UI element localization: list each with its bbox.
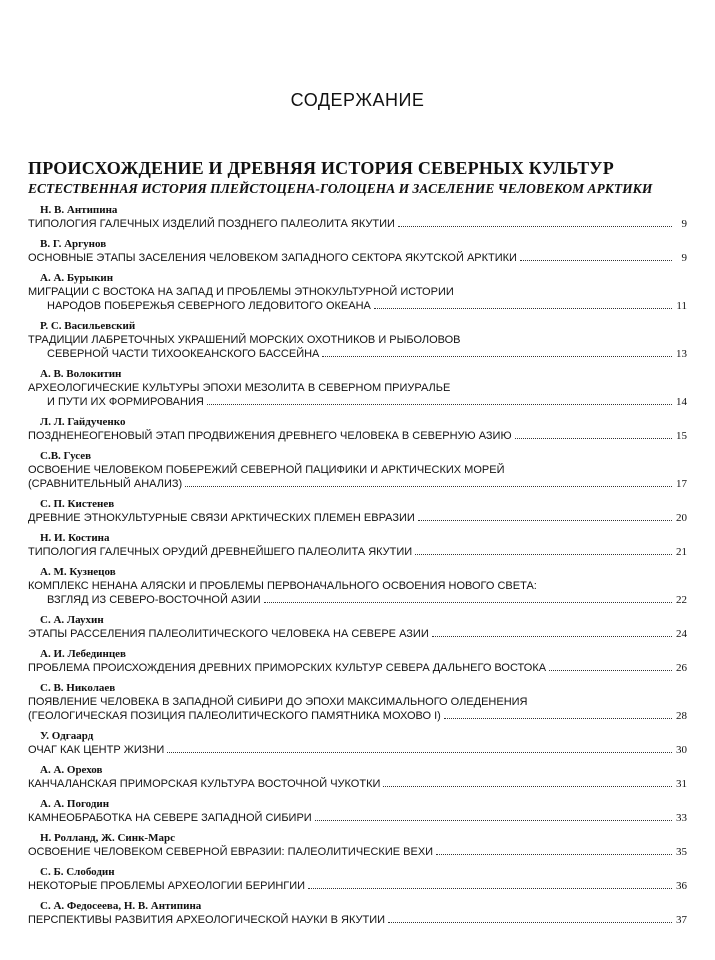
entry-title: СЕВЕРНОЙ ЧАСТИ ТИХООКЕАНСКОГО БАССЕЙНА bbox=[47, 348, 320, 360]
toc-entry bbox=[28, 415, 687, 449]
toc-entry bbox=[28, 899, 687, 927]
page-number: 21 bbox=[676, 546, 687, 558]
entry-title: (СРАВНИТЕЛЬНЫЙ АНАЛИЗ) bbox=[28, 478, 183, 490]
dot-leader bbox=[374, 308, 672, 309]
entry-title: ЭТАПЫ РАССЕЛЕНИЯ ПАЛЕОЛИТИЧЕСКОГО ЧЕЛОВЕКА НА СЕВЕРЕ АЗИИ bbox=[28, 628, 429, 640]
toc-entry bbox=[28, 681, 687, 729]
entry-title: ВЗГЛЯД ИЗ СЕВЕРО-ВОСТОЧНОЙ АЗИИ bbox=[47, 594, 261, 606]
entry-title: ОСНОВНЫЕ ЭТАПЫ ЗАСЕЛЕНИЯ ЧЕЛОВЕКОМ ЗАПАДНОГО СЕКТОРА ЯКУТСКОЙ АРКТИКИ bbox=[28, 252, 517, 264]
entry-author: Р. С. Васильевский bbox=[40, 320, 136, 332]
entry-author: Л. Л. Гайдученко bbox=[40, 416, 126, 428]
entry-author: А. А. Орехов bbox=[40, 764, 103, 776]
toc-entry bbox=[28, 531, 687, 565]
toc-entry bbox=[28, 203, 687, 237]
dot-leader bbox=[308, 888, 672, 889]
page-number: 22 bbox=[676, 594, 687, 606]
page-number: 14 bbox=[676, 396, 687, 408]
dot-leader bbox=[549, 670, 672, 671]
page-number: 33 bbox=[676, 812, 687, 824]
page-number: 37 bbox=[676, 914, 687, 926]
dot-leader bbox=[444, 718, 672, 719]
toc-entry bbox=[28, 831, 687, 865]
entry-author: А. В. Волокитин bbox=[40, 368, 122, 380]
dot-leader bbox=[432, 636, 672, 637]
entry-author: А. М. Кузнецов bbox=[40, 566, 116, 578]
toc-title: СОДЕРЖАНИЕ bbox=[290, 90, 425, 110]
toc-entry bbox=[28, 865, 687, 899]
toc-entry bbox=[28, 647, 687, 681]
entry-title: ОЧАГ КАК ЦЕНТР ЖИЗНИ bbox=[28, 744, 165, 756]
toc-entry bbox=[28, 565, 687, 613]
toc-entry bbox=[28, 763, 687, 797]
entry-author: А. А. Бурыкин bbox=[40, 272, 114, 284]
dot-leader bbox=[520, 260, 672, 261]
page-number: 9 bbox=[681, 252, 687, 264]
page-number: 9 bbox=[681, 218, 687, 230]
entry-title: ПРОБЛЕМА ПРОИСХОЖДЕНИЯ ДРЕВНИХ ПРИМОРСКИХ КУЛЬТУР СЕВЕРА ДАЛЬНЕГО ВОСТОКА bbox=[28, 662, 547, 674]
entry-title: КАНЧАЛАНСКАЯ ПРИМОРСКАЯ КУЛЬТУРА ВОСТОЧНОЙ ЧУКОТКИ bbox=[28, 778, 381, 790]
entry-author: С. А. Федосеева, Н. В. Антипина bbox=[40, 900, 202, 912]
entry-title: И ПУТИ ИХ ФОРМИРОВАНИЯ bbox=[47, 396, 204, 408]
entry-title: ПЕРСПЕКТИВЫ РАЗВИТИЯ АРХЕОЛОГИЧЕСКОЙ НАУКИ В ЯКУТИИ bbox=[28, 914, 386, 926]
dot-leader bbox=[185, 486, 672, 487]
page-number: 20 bbox=[676, 512, 687, 524]
dot-leader bbox=[207, 404, 672, 405]
entry-title: ТРАДИЦИИ ЛАБРЕТОЧНЫХ УКРАШЕНИЙ МОРСКИХ ОХОТНИКОВ И РЫБОЛОВОВ bbox=[28, 334, 461, 346]
dot-leader bbox=[415, 554, 672, 555]
page-number: 24 bbox=[676, 628, 687, 640]
subsection-title: ЕСТЕСТВЕННАЯ ИСТОРИЯ ПЛЕЙСТОЦЕНА-ГОЛОЦЕНА И ЗАСЕЛЕНИЕ ЧЕЛОВЕКОМ АРКТИКИ bbox=[28, 181, 653, 196]
entry-author: Н. Ролланд, Ж. Синк-Марс bbox=[40, 832, 175, 844]
dot-leader bbox=[322, 356, 672, 357]
entry-title: НАРОДОВ ПОБЕРЕЖЬЯ СЕВЕРНОГО ЛЕДОВИТОГО ОКЕАНА bbox=[47, 300, 371, 312]
toc-entry bbox=[28, 237, 687, 271]
entry-title: ОСВОЕНИЕ ЧЕЛОВЕКОМ СЕВЕРНОЙ ЕВРАЗИИ: ПАЛЕОЛИТИЧЕСКИЕ ВЕХИ bbox=[28, 846, 434, 858]
entry-title: ПОЗДНЕНЕОГЕНОВЫЙ ЭТАП ПРОДВИЖЕНИЯ ДРЕВНЕГО ЧЕЛОВЕКА В СЕВЕРНУЮ АЗИЮ bbox=[28, 430, 512, 442]
toc-entry bbox=[28, 729, 687, 763]
entry-author: В. Г. Аргунов bbox=[40, 238, 107, 250]
entry-title: ОСВОЕНИЕ ЧЕЛОВЕКОМ ПОБЕРЕЖИЙ СЕВЕРНОЙ ПАЦИФИКИ И АРКТИЧЕСКИХ МОРЕЙ bbox=[28, 464, 505, 476]
entry-author: С. А. Лаухин bbox=[40, 614, 104, 626]
toc-entries bbox=[28, 203, 687, 927]
toc-entry bbox=[28, 613, 687, 647]
page-number: 17 bbox=[676, 478, 687, 490]
entry-author: У. Одгаард bbox=[40, 730, 94, 742]
page-number: 35 bbox=[676, 846, 687, 858]
entry-title: КОМПЛЕКС НЕНАНА АЛЯСКИ И ПРОБЛЕМЫ ПЕРВОНАЧАЛЬНОГО ОСВОЕНИЯ НОВОГО СВЕТА: bbox=[28, 580, 537, 592]
dot-leader bbox=[436, 854, 672, 855]
entry-author: А. И. Лебединцев bbox=[40, 648, 126, 660]
dot-leader bbox=[264, 602, 672, 603]
toc-entry bbox=[28, 319, 687, 367]
toc-entry bbox=[28, 449, 687, 497]
entry-title: НЕКОТОРЫЕ ПРОБЛЕМЫ АРХЕОЛОГИИ БЕРИНГИИ bbox=[28, 880, 306, 892]
toc-entry bbox=[28, 367, 687, 415]
entry-title: АРХЕОЛОГИЧЕСКИЕ КУЛЬТУРЫ ЭПОХИ МЕЗОЛИТА В СЕВЕРНОМ ПРИУРАЛЬЕ bbox=[28, 382, 451, 394]
entry-title: (ГЕОЛОГИЧЕСКАЯ ПОЗИЦИЯ ПАЛЕОЛИТИЧЕСКОГО ПАМЯТНИКА МОХОВО I) bbox=[28, 710, 441, 722]
entry-title: МИГРАЦИИ С ВОСТОКА НА ЗАПАД И ПРОБЛЕМЫ ЭТНОКУЛЬТУРНОЙ ИСТОРИИ bbox=[28, 286, 454, 298]
entry-author: С. Б. Слободин bbox=[40, 866, 115, 878]
dot-leader bbox=[418, 520, 672, 521]
dot-leader bbox=[515, 438, 672, 439]
page-number: 11 bbox=[676, 300, 687, 312]
dot-leader bbox=[398, 226, 672, 227]
entry-title: КАМНЕОБРАБОТКА НА СЕВЕРЕ ЗАПАДНОЙ СИБИРИ bbox=[28, 812, 312, 824]
section-title: ПРОИСХОЖДЕНИЕ И ДРЕВНЯЯ ИСТОРИЯ СЕВЕРНЫХ КУЛЬТУР bbox=[28, 158, 614, 178]
entry-author: А. А. Погодин bbox=[40, 798, 110, 810]
entry-title: ДРЕВНИЕ ЭТНОКУЛЬТУРНЫЕ СВЯЗИ АРКТИЧЕСКИХ ПЛЕМЕН ЕВРАЗИИ bbox=[28, 512, 415, 524]
entry-author: Н. И. Костина bbox=[40, 532, 110, 544]
page-number: 13 bbox=[676, 348, 687, 360]
dot-leader bbox=[383, 786, 672, 787]
entry-author: Н. В. Антипина bbox=[40, 204, 118, 216]
page-number: 36 bbox=[676, 880, 687, 892]
page-number: 30 bbox=[676, 744, 687, 756]
page-number: 26 bbox=[676, 662, 687, 674]
page-number: 28 bbox=[676, 710, 687, 722]
entry-title: ТИПОЛОГИЯ ГАЛЕЧНЫХ ОРУДИЙ ДРЕВНЕЙШЕГО ПАЛЕОЛИТА ЯКУТИИ bbox=[28, 546, 413, 558]
toc-entry bbox=[28, 797, 687, 831]
page-number: 15 bbox=[676, 430, 687, 442]
dot-leader bbox=[315, 820, 672, 821]
entry-author: С. П. Кистенев bbox=[40, 498, 115, 510]
entry-title: ТИПОЛОГИЯ ГАЛЕЧНЫХ ИЗДЕЛИЙ ПОЗДНЕГО ПАЛЕОЛИТА ЯКУТИИ bbox=[28, 218, 395, 230]
entry-author: С. В. Николаев bbox=[40, 682, 116, 694]
dot-leader bbox=[167, 752, 672, 753]
dot-leader bbox=[388, 922, 672, 923]
entry-author: С.В. Гусев bbox=[40, 450, 92, 462]
page-number: 31 bbox=[676, 778, 687, 790]
toc-entry bbox=[28, 497, 687, 531]
toc-entry bbox=[28, 271, 687, 319]
entry-title: ПОЯВЛЕНИЕ ЧЕЛОВЕКА В ЗАПАДНОЙ СИБИРИ ДО ЭПОХИ МАКСИМАЛЬНОГО ОЛЕДЕНЕНИЯ bbox=[28, 696, 528, 708]
